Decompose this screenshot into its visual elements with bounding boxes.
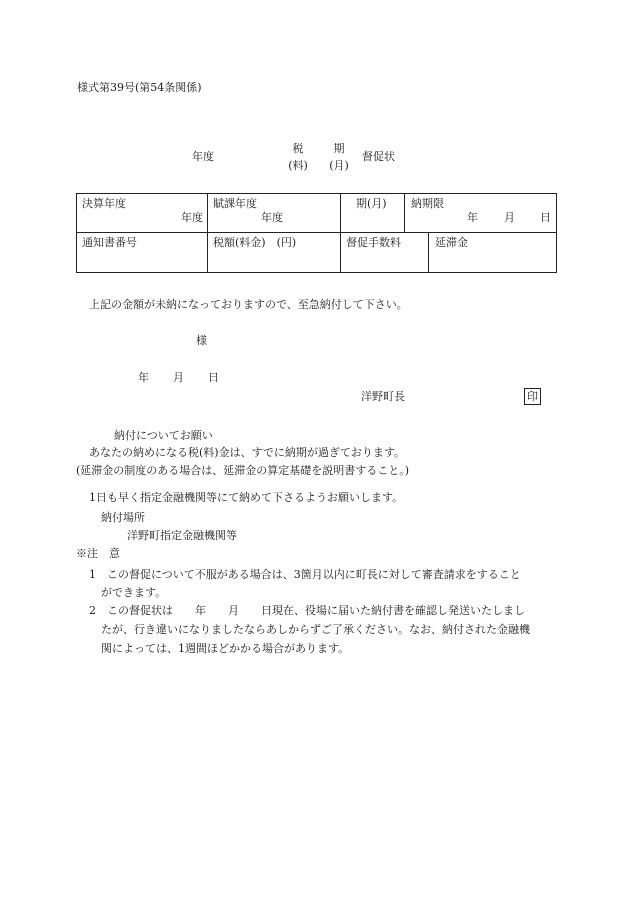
title-zei-label: 税 [292,142,304,155]
cell-fuka-nendo [208,194,341,233]
title-zei [286,140,310,174]
title-ki-sub: (月) [329,159,349,172]
note-1-line-2: ができます。 [101,586,167,599]
nouki-gen-label: 納期限 [411,197,444,210]
request-line-2: (延滞金の制度のある場合は、延滞金の算定基礎を説明書すること。) [76,464,410,477]
mayor-name: 洋野町長 [361,390,405,403]
note-2-line-2: たが、行き違いになりましたならあしからずご了承ください。なお、納付された金融機 [101,623,530,636]
addressee-sama: 様 [196,334,207,347]
cell-ki-tsuki [341,194,405,233]
cell-zeigaku [208,233,341,273]
fuka-nendo-label: 賦課年度 [213,197,257,210]
title-nendo: 年度 [192,150,214,163]
billing-table [76,193,557,273]
note-2-line-1: 2 この督促状は 年 月 日現在、役場に届いた納付書を確認し発送いたしまし [89,604,525,617]
payment-place-label: 納付場所 [101,511,145,524]
issue-day: 日 [208,371,219,384]
zeigaku-label: 税額(料金) (円) [213,236,297,249]
kessan-nendo-unit: 年度 [181,211,203,224]
tsuchisho-bango-label: 通知書番号 [82,236,137,249]
ki-tsuki-label: 期(月) [356,197,387,210]
cell-tsuchisho-bango [77,233,208,273]
notes-heading: ※注 意 [76,547,120,560]
cell-nouki-gen [405,194,557,233]
title-ki [327,140,351,174]
cell-entaikin [429,233,557,273]
kessan-nendo-label: 決算年度 [82,197,126,210]
nouki-day: 日 [540,211,551,224]
nouki-year: 年 [467,211,478,224]
tokusoku-tesuryo-label: 督促手数料 [346,236,401,249]
title-tokusokujo: 督促状 [362,150,395,163]
table-row [77,233,557,273]
request-title: 納付についてお願い [114,429,213,442]
cell-kessan-nendo [77,194,208,233]
note-1-line-1: 1 この督促について不服がある場合は、3箇月以内に町長に対して審査請求をすること [89,568,521,581]
cell-tokusoku-tesuryo [341,233,429,273]
notice-text: 上記の金額が未納になっておりますので、至急納付して下さい。 [89,298,408,311]
title-ki-label: 期 [333,142,345,155]
issue-year: 年 [138,371,149,384]
title-zei-sub: (料) [288,159,308,172]
payment-place-value: 洋野町指定金融機関等 [127,529,237,542]
form-number: 様式第39号(第54条関係) [77,81,202,94]
fuka-nendo-unit: 年度 [261,211,283,224]
nouki-month: 月 [504,211,515,224]
entaikin-label: 延滞金 [435,236,468,249]
table-row [77,194,557,233]
issue-month: 月 [173,371,184,384]
request-line-1: あなたの納めになる税(料)金は、すでに納期が過ぎております。 [89,446,406,459]
note-2-line-3: 関によっては、1週間ほどかかる場合があります。 [101,642,350,655]
request-line-3: 1日も早く指定金融機関等にて納めて下さるようお願いします。 [89,491,404,504]
seal-mark: 印 [524,388,541,405]
